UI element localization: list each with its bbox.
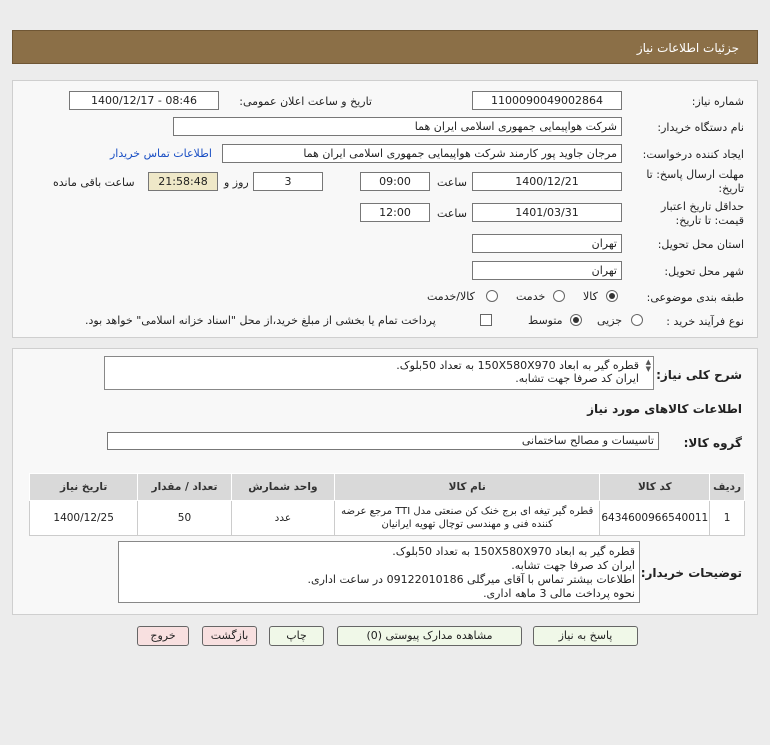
creator-label: ایجاد کننده درخواست: <box>642 148 744 161</box>
category-radio-service[interactable] <box>553 290 565 302</box>
cell-code: 6434600966540011 <box>600 501 710 536</box>
province-label: استان محل تحویل: <box>657 238 744 251</box>
col-qty: تعداد / مقدار <box>138 474 231 501</box>
cell-row: 1 <box>710 501 745 536</box>
deadline-time-field: 09:00 <box>360 172 430 191</box>
col-name: نام کالا <box>335 474 600 501</box>
remaining-label: ساعت باقی مانده <box>53 176 135 189</box>
scroll-arrows-icon[interactable]: ▲ ▼ <box>645 358 651 373</box>
deadline-time-label: ساعت <box>437 176 467 189</box>
validity-label-line2: قیمت: تا تاریخ: <box>675 214 744 227</box>
buyer-notes-line1: قطره گیر به ابعاد 150X580X970 به تعداد 50بلوک. <box>392 545 635 558</box>
summary-label: شرح کلی نیاز: <box>656 368 742 382</box>
process-label: نوع فرآیند خرید : <box>666 315 744 328</box>
process-option-medium: متوسط <box>528 314 563 327</box>
buyer-org-field: شرکت هواپیمایی جمهوری اسلامی ایران هما <box>173 117 622 136</box>
col-row: ردیف <box>710 474 745 501</box>
cell-date: 1400/12/25 <box>30 501 138 536</box>
goods-table <box>29 473 745 536</box>
validity-time-field: 12:00 <box>360 203 430 222</box>
category-label: طبقه بندی موضوعی: <box>646 291 744 304</box>
process-option-minor: جزیی <box>597 314 623 327</box>
buyer-contact-link[interactable]: اطلاعات تماس خریدار <box>110 147 212 160</box>
announce-label: تاریخ و ساعت اعلان عمومی: <box>239 95 372 108</box>
treasury-payment-note: پرداخت تمام یا بخشی از مبلغ خرید،از محل "اسناد خزانه اسلامی" خواهد بود. <box>85 314 436 327</box>
table-row <box>30 501 745 536</box>
col-date: تاریخ نیاز <box>30 474 138 501</box>
deadline-label <box>646 168 744 196</box>
back-button[interactable]: بازگشت <box>202 626 257 646</box>
page-header <box>12 30 758 64</box>
cell-name-line2: کننده فنی و مهندسی توچال تهویه ایرانیان <box>381 519 553 530</box>
buyer-notes-line2: ایران کد صرفا جهت تشابه. <box>511 559 635 572</box>
city-label: شهر محل تحویل: <box>664 265 744 278</box>
process-radio-minor[interactable] <box>631 314 643 326</box>
buyer-notes-label: توضیحات خریدار: <box>640 566 742 580</box>
category-option-goods: کالا <box>583 290 598 303</box>
deadline-date-field: 1400/12/21 <box>472 172 622 191</box>
days-label: روز و <box>224 176 249 189</box>
reply-button[interactable]: پاسخ به نیاز <box>533 626 638 646</box>
need-number-label: شماره نیاز: <box>691 95 744 108</box>
treasury-payment-checkbox[interactable] <box>480 314 492 326</box>
col-unit: واحد شمارش <box>231 474 334 501</box>
attachments-button[interactable]: مشاهده مدارک پیوستی (0) <box>337 626 522 646</box>
creator-field: مرجان جاوید پور کارمند شرکت هواپیمایی جمهوری اسلامی ایران هما <box>222 144 622 163</box>
validity-time-label: ساعت <box>437 207 467 220</box>
summary-box <box>104 356 654 390</box>
cell-name <box>335 501 600 536</box>
announce-value: 1400/12/17 - 08:46 <box>90 94 198 107</box>
goods-section-title: اطلاعات کالاهای مورد نیاز <box>587 402 742 416</box>
goods-table-header <box>30 474 745 501</box>
category-radio-goods-service[interactable] <box>486 290 498 302</box>
remaining-time-field: 21:58:48 <box>148 172 218 191</box>
need-number-field: 1100090049002864 <box>472 91 622 110</box>
print-button[interactable]: چاپ <box>269 626 324 646</box>
days-field: 3 <box>253 172 323 191</box>
goods-group-field: تاسیسات و مصالح ساختمانی <box>107 432 659 450</box>
cell-name-line1: قطره گیر تیغه ای برج خنک کن صنعتی مدل TTI مرجع عرضه <box>341 506 594 517</box>
goods-group-label: گروه کالا: <box>683 436 742 450</box>
buyer-notes-line3: اطلاعات بیشتر تماس با آقای میرگلی 09122010186 در ساعت اداری. <box>307 573 635 586</box>
summary-line2: ایران کد صرفا جهت تشابه. <box>515 372 639 385</box>
category-radio-goods[interactable] <box>606 290 618 302</box>
announce-field <box>69 91 219 110</box>
category-option-service: خدمت <box>516 290 546 303</box>
city-field: تهران <box>472 261 622 280</box>
cell-qty: 50 <box>138 501 231 536</box>
summary-line1: قطره گیر به ابعاد 150X580X970 به تعداد 50بلوک. <box>396 359 639 372</box>
buyer-notes-box <box>118 541 640 603</box>
deadline-label-line1: مهلت ارسال پاسخ: تا <box>646 168 744 181</box>
buyer-notes-line4: نحوه پرداخت مالی 3 ماهه اداری. <box>483 587 635 600</box>
page-title: جزئیات اطلاعات نیاز <box>636 41 739 55</box>
process-radio-medium[interactable] <box>570 314 582 326</box>
col-code: کد کالا <box>600 474 710 501</box>
validity-label-line1: حداقل تاریخ اعتبار <box>660 200 744 213</box>
validity-date-field: 1401/03/31 <box>472 203 622 222</box>
deadline-label-line2: تاریخ: <box>718 182 744 195</box>
validity-label <box>661 200 744 228</box>
cell-unit: عدد <box>231 501 334 536</box>
buyer-org-label: نام دستگاه خریدار: <box>657 121 744 134</box>
province-field: تهران <box>472 234 622 253</box>
category-option-goods-service: کالا/خدمت <box>427 290 475 303</box>
exit-button[interactable]: خروج <box>137 626 189 646</box>
